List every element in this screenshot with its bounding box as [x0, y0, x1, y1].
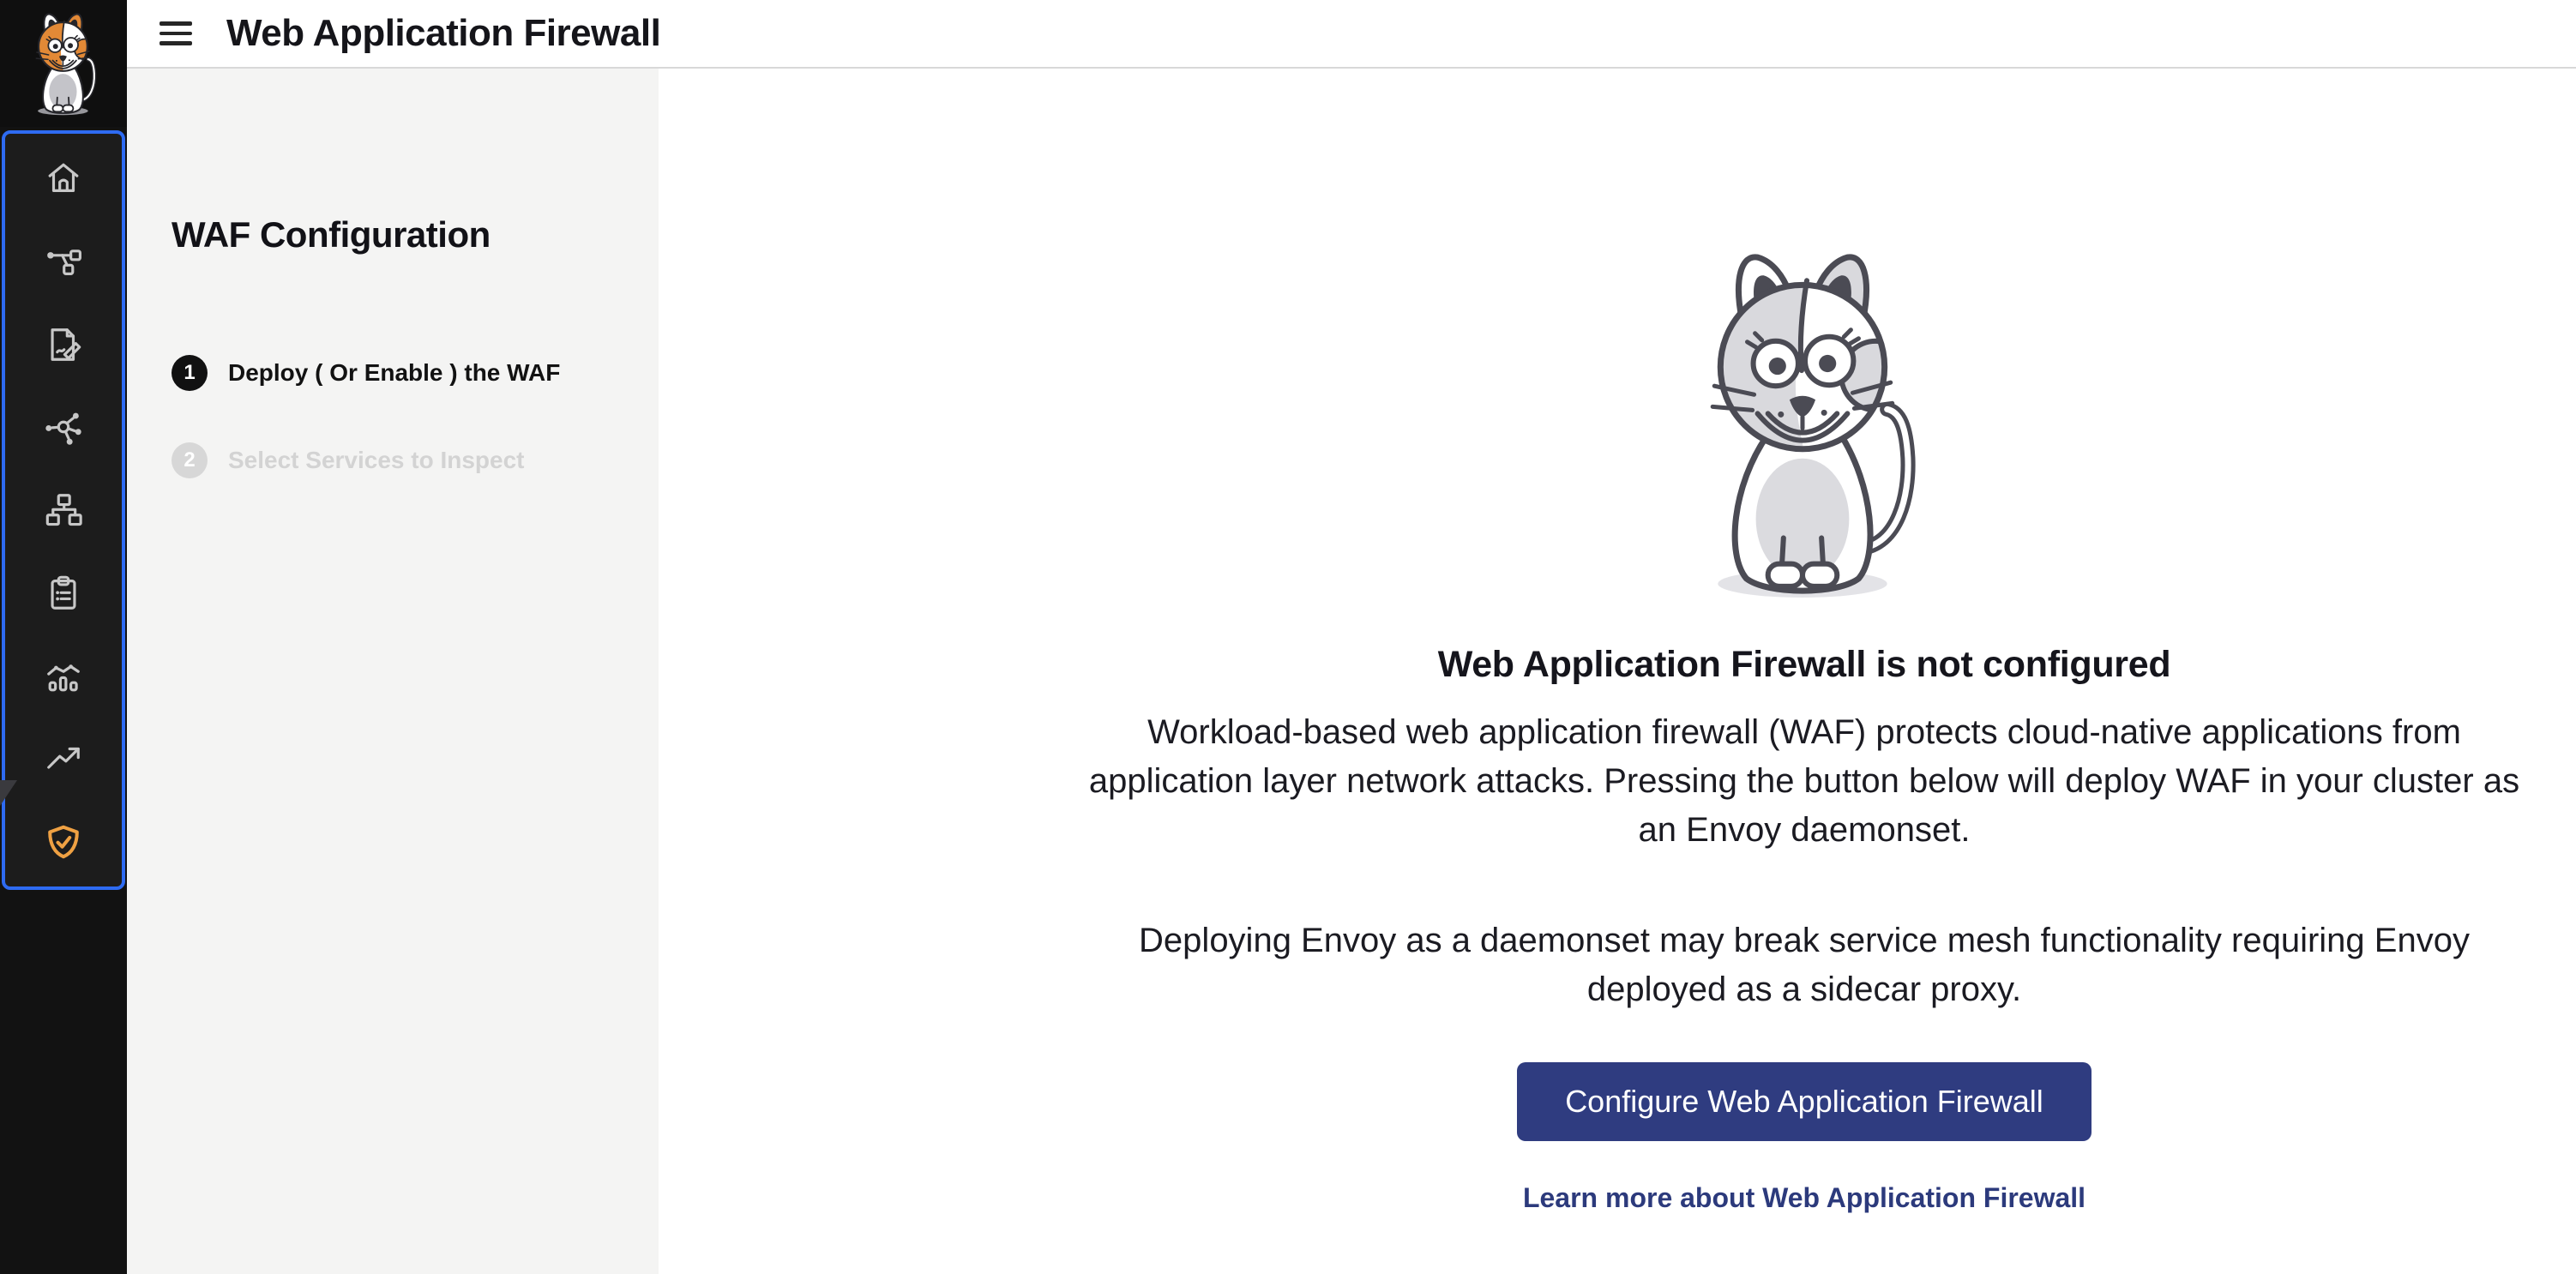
- sidebar: [0, 0, 127, 1274]
- service-graph-icon: [44, 407, 83, 447]
- trend-icon: [44, 739, 83, 778]
- cat-mascot-illustration: [1692, 244, 1917, 603]
- empty-state-title: Web Application Firewall is not configured: [1437, 644, 2171, 685]
- sidebar-item-home[interactable]: [36, 154, 91, 202]
- step-number-badge: 1: [172, 355, 208, 391]
- sidebar-item-policies[interactable]: [36, 321, 91, 369]
- top-bar: [127, 0, 2576, 69]
- empty-state-warning: Deploying Envoy as a daemonset may break service mesh functionality requiring Envoy deployed as a sidecar proxy.: [1139, 922, 2470, 1008]
- step-number-badge: 2: [172, 442, 208, 478]
- sidebar-item-service-graph[interactable]: [36, 403, 91, 451]
- hierarchy-icon: [44, 490, 83, 530]
- topology-icon: [44, 242, 83, 281]
- empty-state: [1075, 244, 2533, 1214]
- config-panel-title: WAF Configuration: [172, 214, 491, 255]
- sidebar-nav: [2, 130, 125, 890]
- wizard-steps: [172, 355, 659, 478]
- home-icon: [44, 159, 83, 198]
- sidebar-item-trends[interactable]: [36, 735, 91, 783]
- sidebar-notch-decoration: [0, 780, 17, 806]
- statistics-icon: [44, 657, 83, 696]
- step-label: Deploy ( Or Enable ) the WAF: [228, 359, 561, 386]
- app-logo[interactable]: [0, 0, 127, 127]
- page-title: Web Application Firewall: [226, 12, 661, 54]
- sidebar-item-statistics[interactable]: [36, 652, 91, 700]
- configure-waf-button[interactable]: Configure Web Application Firewall: [1517, 1062, 2091, 1141]
- main-content: [659, 69, 2576, 1274]
- step-deploy-waf[interactable]: [172, 355, 659, 391]
- clipboard-report-icon: [44, 574, 83, 613]
- learn-more-link[interactable]: Learn more about Web Application Firewall: [1522, 1182, 2086, 1213]
- waf-config-panel: [127, 69, 659, 1274]
- step-select-services: [172, 442, 659, 478]
- policy-edit-icon: [44, 325, 83, 364]
- cat-mascot-logo-icon: [30, 10, 97, 117]
- shield-check-icon: [44, 822, 83, 862]
- sidebar-item-reports[interactable]: [36, 569, 91, 617]
- sidebar-item-topology[interactable]: [36, 237, 91, 285]
- sidebar-item-security-waf[interactable]: [36, 818, 91, 866]
- hamburger-menu-icon[interactable]: [159, 21, 192, 45]
- sidebar-item-hierarchy[interactable]: [36, 486, 91, 534]
- empty-state-description: Workload-based web application firewall (WAF) protects cloud-native applications from application layer network attacks. Pressing the button below will deploy WAF in your cluster as an Envoy daemonset.: [1088, 713, 2520, 849]
- step-label: Select Services to Inspect: [228, 447, 525, 473]
